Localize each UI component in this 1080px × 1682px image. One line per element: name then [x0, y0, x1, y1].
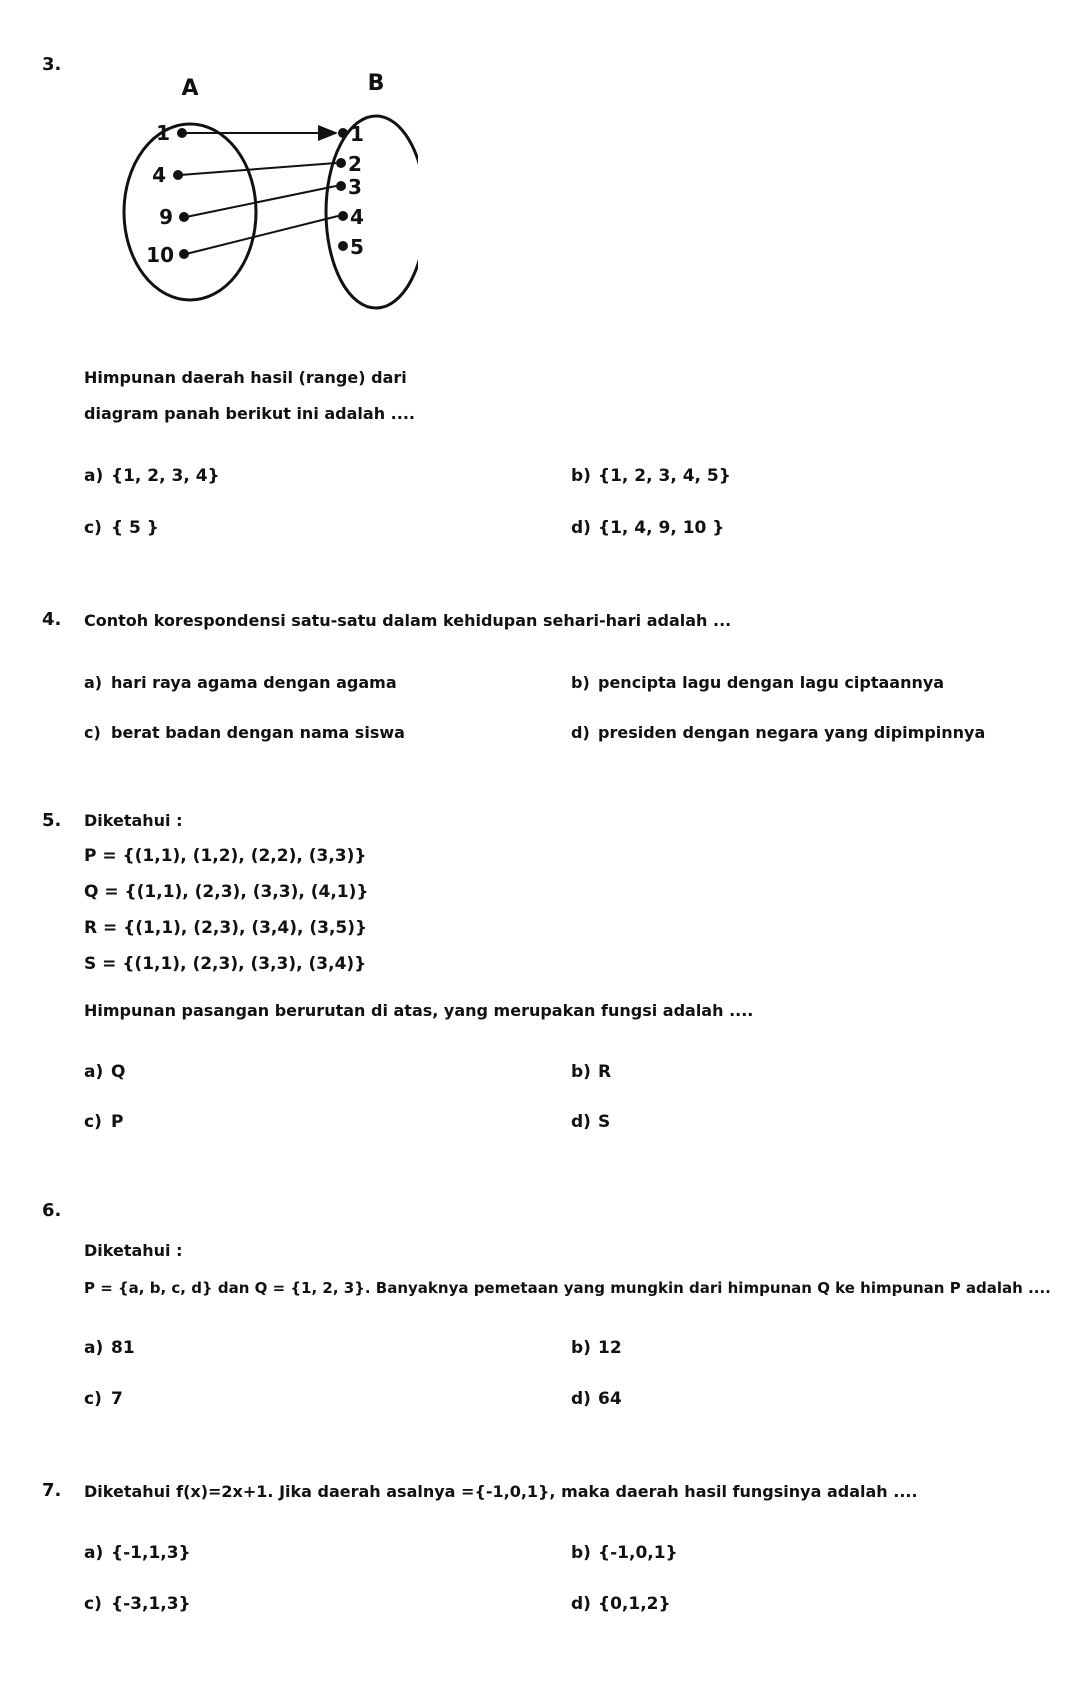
question-6-option-d[interactable]: [571, 1389, 622, 1409]
question-4-option-c[interactable]: [84, 723, 405, 742]
set-a-label: A: [181, 76, 199, 101]
codomain-point-1: [338, 128, 348, 138]
question-7-option-c[interactable]: [84, 1594, 191, 1614]
set-q: Q = {(1,1), (2,3), (3,3), (4,1)}: [84, 882, 369, 902]
option-text: {-1,1,3}: [111, 1543, 191, 1563]
domain-label-10: 10: [146, 243, 174, 267]
question-4-text: Contoh korespondensi satu-satu dalam kehidupan sehari-hari adalah ...: [84, 611, 732, 630]
question-3-option-a[interactable]: [84, 466, 220, 486]
option-label: d): [571, 1112, 591, 1132]
question-7-option-d[interactable]: [571, 1594, 671, 1614]
question-7-option-b[interactable]: [571, 1543, 678, 1563]
option-text: {1, 2, 3, 4}: [111, 466, 220, 486]
mapping-arrow-4-2: [180, 163, 336, 175]
question-5-option-c[interactable]: [84, 1112, 123, 1132]
option-text: 64: [598, 1389, 622, 1409]
option-label: d): [571, 1594, 591, 1614]
codomain-label-4: 4: [350, 205, 364, 229]
codomain-label-2: 2: [348, 152, 362, 176]
question-5-text: Himpunan pasangan berurutan di atas, yang merupakan fungsi adalah ....: [84, 1001, 754, 1020]
option-text: Q: [111, 1062, 126, 1082]
question-5-option-a[interactable]: [84, 1062, 125, 1082]
question-3-text-line1: Himpunan daerah hasil (range) dari: [84, 368, 407, 387]
mapping-arrow-10-4: [186, 216, 338, 254]
codomain-point-3: [336, 181, 346, 191]
option-text: presiden dengan negara yang dipimpinnya: [598, 723, 986, 742]
option-text: S: [598, 1112, 611, 1132]
option-text: {-3,1,3}: [111, 1594, 191, 1614]
question-6-option-a[interactable]: [84, 1338, 135, 1358]
set-b-label: B: [367, 71, 385, 96]
question-7-option-a[interactable]: [84, 1543, 191, 1563]
question-6-option-b[interactable]: [571, 1338, 622, 1358]
question-3-text-line2: diagram panah berikut ini adalah ....: [84, 404, 415, 423]
question-4-option-a[interactable]: [84, 673, 397, 692]
arrow-diagram: [118, 70, 418, 310]
domain-label-4: 4: [152, 163, 166, 187]
set-b-ellipse: [326, 116, 418, 308]
option-label: c): [84, 1594, 102, 1614]
option-text: {0,1,2}: [598, 1594, 671, 1614]
option-text: {1, 4, 9, 10 }: [598, 518, 725, 538]
option-text: 81: [111, 1338, 135, 1358]
codomain-point-4: [338, 211, 348, 221]
question-4-number: 4.: [42, 609, 62, 630]
codomain-label-1: 1: [350, 122, 364, 146]
option-text: 7: [111, 1389, 123, 1409]
option-label: b): [571, 1338, 591, 1358]
set-p: P = {(1,1), (1,2), (2,2), (3,3)}: [84, 846, 367, 866]
question-6-intro: Diketahui :: [84, 1241, 183, 1260]
option-label: d): [571, 1389, 591, 1409]
set-s: S = {(1,1), (2,3), (3,3), (3,4)}: [84, 954, 367, 974]
set-a-ellipse: [124, 124, 256, 300]
option-text: R: [598, 1062, 612, 1082]
option-label: a): [84, 1062, 104, 1082]
mapping-arrow-9-3: [186, 186, 336, 217]
codomain-point-5: [338, 241, 348, 251]
question-5-option-d[interactable]: [571, 1112, 610, 1132]
domain-label-9: 9: [159, 205, 173, 229]
option-label: c): [84, 1389, 102, 1409]
option-label: b): [571, 1543, 591, 1563]
question-4-option-b[interactable]: [571, 673, 944, 692]
option-text: pencipta lagu dengan lagu ciptaannya: [598, 673, 945, 692]
codomain-label-3: 3: [348, 175, 362, 199]
option-label: a): [84, 1338, 104, 1358]
option-label: d): [571, 518, 591, 538]
question-7-text: Diketahui f(x)=2x+1. Jika daerah asalnya ={-1,0,1}, maka daerah hasil fungsinya adalah ....: [84, 1482, 918, 1501]
codomain-label-5: 5: [350, 235, 364, 259]
question-3-option-c[interactable]: [84, 518, 159, 538]
question-3-option-d[interactable]: [571, 518, 724, 538]
question-3-number: 3.: [42, 54, 62, 75]
question-3-option-b[interactable]: [571, 466, 731, 486]
option-label: b): [571, 1062, 591, 1082]
question-5-intro: Diketahui :: [84, 811, 183, 830]
option-label: a): [84, 673, 103, 692]
option-text: P: [111, 1112, 124, 1132]
question-7-number: 7.: [42, 1480, 62, 1501]
option-text: {1, 2, 3, 4, 5}: [598, 466, 731, 486]
option-text: hari raya agama dengan agama: [111, 673, 397, 692]
question-5-number: 5.: [42, 810, 62, 831]
question-5-option-b[interactable]: [571, 1062, 611, 1082]
codomain-point-2: [336, 158, 346, 168]
option-label: c): [84, 518, 102, 538]
option-text: 12: [598, 1338, 622, 1358]
option-text: berat badan dengan nama siswa: [111, 723, 405, 742]
option-label: c): [84, 723, 101, 742]
option-text: { 5 }: [111, 518, 159, 538]
option-label: a): [84, 1543, 104, 1563]
option-label: c): [84, 1112, 102, 1132]
option-text: {-1,0,1}: [598, 1543, 678, 1563]
option-label: a): [84, 466, 104, 486]
question-6-option-c[interactable]: [84, 1389, 123, 1409]
option-label: b): [571, 673, 590, 692]
domain-label-1: 1: [156, 121, 170, 145]
question-6-text: P = {a, b, c, d} dan Q = {1, 2, 3}. Banyaknya pemetaan yang mungkin dari himpunan Q ke himpunan P adalah ....: [84, 1279, 1051, 1297]
question-4-option-d[interactable]: [571, 723, 985, 742]
option-label: d): [571, 723, 590, 742]
question-6-number: 6.: [42, 1200, 62, 1221]
option-label: b): [571, 466, 591, 486]
set-r: R = {(1,1), (2,3), (3,4), (3,5)}: [84, 918, 368, 938]
